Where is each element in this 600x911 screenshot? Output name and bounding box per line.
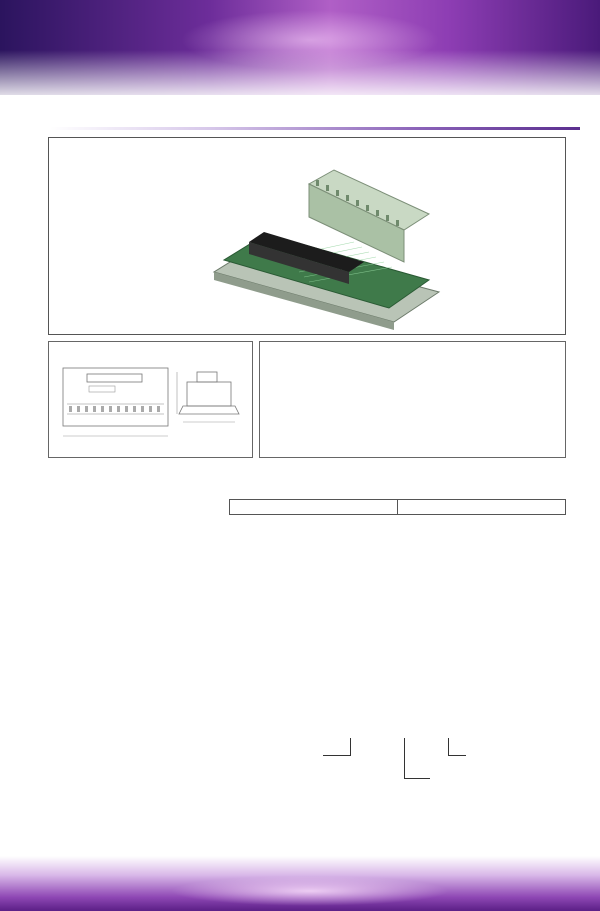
spec-col-pole bbox=[230, 500, 398, 515]
spec-header-row bbox=[230, 500, 566, 515]
header-glow bbox=[180, 10, 440, 70]
wiring-diagram bbox=[260, 342, 565, 457]
dimension-drawing-box bbox=[48, 341, 253, 458]
idc-leader-vertical bbox=[350, 738, 351, 755]
header-band bbox=[0, 0, 600, 95]
product-photo-box bbox=[48, 137, 566, 335]
wiring-diagram-box bbox=[259, 341, 566, 458]
spec-col-dimension bbox=[398, 500, 566, 515]
product-photo bbox=[204, 162, 444, 332]
pole-leader-horizontal bbox=[404, 778, 430, 779]
footer-glow bbox=[170, 876, 450, 906]
serial-leader-vertical bbox=[448, 738, 449, 755]
footer-band bbox=[0, 856, 600, 911]
serial-leader-horizontal bbox=[448, 755, 466, 756]
pole-leader-vertical bbox=[404, 738, 405, 778]
title-underline bbox=[50, 127, 580, 130]
dimension-drawing bbox=[49, 342, 252, 457]
idc-leader-horizontal bbox=[323, 755, 351, 756]
spec-table bbox=[229, 499, 566, 515]
